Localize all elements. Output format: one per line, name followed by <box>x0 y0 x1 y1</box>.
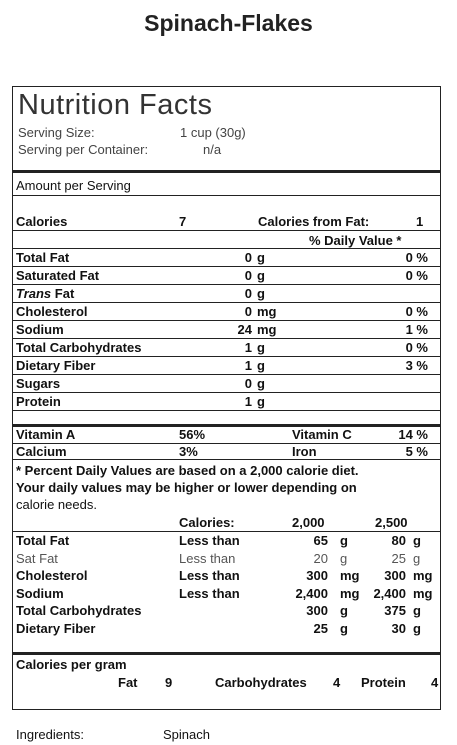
dv-row-unit-2500: g <box>413 620 421 636</box>
nutrient-unit: mg <box>257 304 277 319</box>
nutrient-amount: 1 <box>244 340 252 355</box>
divider <box>12 356 441 357</box>
calories-from-fat-label: Calories from Fat: <box>258 214 370 229</box>
dv-row-unit-2000: g <box>340 620 348 636</box>
divider <box>12 284 441 285</box>
dv-row-value-2000: 300 <box>306 603 328 618</box>
nutrient-amount: 1 <box>244 358 252 373</box>
dv-row-unit-2500: mg <box>413 568 433 583</box>
nutrient-daily-value: 1 % <box>405 322 428 337</box>
vitamin-name: Vitamin A <box>16 427 76 442</box>
nutrient-name <box>16 286 74 301</box>
nutrient-amount: 0 <box>244 286 252 301</box>
nutrient-name: Sugars <box>16 376 61 391</box>
nutrient-unit: g <box>257 250 265 265</box>
nutrient-name: Total Fat <box>16 250 70 265</box>
nutrient-amount: 24 <box>237 322 252 337</box>
nutrient-unit: g <box>257 358 265 373</box>
dv-row-qualifier: Less than <box>179 533 240 548</box>
nutrient-amount: 0 <box>244 376 252 391</box>
dv-row-value-2500: 30 <box>391 620 406 636</box>
cpg-protein-label: Protein <box>361 675 406 690</box>
divider <box>12 195 441 196</box>
dv-table-header-label: Calories: <box>179 515 235 530</box>
dv-row-unit-2000: g <box>340 603 348 618</box>
dv-row-qualifier: Less than <box>179 550 236 566</box>
divider <box>12 374 441 375</box>
nutrient-unit: mg <box>257 322 277 337</box>
servings-per-container-label: Serving per Container: <box>18 142 149 157</box>
nutrient-name: Dietary Fiber <box>16 358 96 373</box>
nutrient-name: Saturated Fat <box>16 268 100 283</box>
dv-row-unit-2500: g <box>413 533 421 548</box>
footnote-line-1: * Percent Daily Values are based on a 2,000 calorie diet. <box>16 463 359 478</box>
nutrition-facts-heading: Nutrition Facts <box>18 89 213 121</box>
nutrient-name-italic: Trans <box>16 286 52 301</box>
nutrient-unit: g <box>257 268 265 283</box>
dv-row-unit-2000: mg <box>340 585 360 601</box>
nutrient-name: Sodium <box>16 322 64 337</box>
divider <box>12 320 441 321</box>
cpg-fat-label: Fat <box>118 675 138 690</box>
nutrient-daily-value: 0 % <box>405 250 428 265</box>
divider <box>12 230 441 231</box>
divider <box>12 531 441 532</box>
mineral-name: Vitamin C <box>292 427 352 442</box>
cpg-carb-label: Carbohydrates <box>215 675 307 690</box>
nutrient-name: Protein <box>16 394 61 409</box>
ingredients-label: Ingredients: <box>16 727 84 742</box>
dv-table-header-2500: 2,500 <box>375 515 408 530</box>
nutrient-amount: 0 <box>244 268 252 283</box>
divider <box>12 338 441 339</box>
dv-row-unit-2500: g <box>413 603 421 618</box>
daily-value-header: % Daily Value * <box>309 233 402 248</box>
vitamin-value: 3% <box>179 444 198 459</box>
dv-row-qualifier: Less than <box>179 568 240 583</box>
nutrient-name: Cholesterol <box>16 304 88 319</box>
vitamin-value: 56% <box>179 427 206 442</box>
nutrient-unit: g <box>257 286 265 301</box>
calories-from-fat-value: 1 <box>416 214 424 229</box>
dv-row-unit-2000: mg <box>340 568 360 583</box>
divider <box>12 248 441 249</box>
dv-row-value-2500: 25 <box>391 550 406 566</box>
footnote-line-3: calorie needs. <box>16 497 97 512</box>
nutrient-name: Total Carbohydrates <box>16 340 142 355</box>
dv-row-name: Dietary Fiber <box>16 620 96 636</box>
mineral-value: 14 % <box>398 427 428 442</box>
cpg-carb-value: 4 <box>333 675 341 690</box>
nutrient-daily-value: 3 % <box>405 358 428 373</box>
dv-row-value-2500: 80 <box>391 533 406 548</box>
nutrient-unit: g <box>257 340 265 355</box>
divider <box>12 459 441 460</box>
dv-row-unit-2500: mg <box>413 585 433 601</box>
dv-row-name: Total Carbohydrates <box>16 603 142 618</box>
cpg-protein-value: 4 <box>431 675 439 690</box>
nutrient-amount: 1 <box>244 394 252 409</box>
cpg-fat-value: 9 <box>165 675 173 690</box>
amount-per-serving: Amount per Serving <box>16 178 131 193</box>
dv-row-value-2000: 20 <box>313 550 328 566</box>
dv-row-name: Sodium <box>16 585 64 601</box>
footnote-line-2: Your daily values may be higher or lower depending on <box>16 480 357 495</box>
vitamin-name: Calcium <box>16 444 67 459</box>
dv-row-name: Sat Fat <box>16 550 58 566</box>
serving-size-label: Serving Size: <box>18 125 95 140</box>
dv-row-name: Total Fat <box>16 533 70 548</box>
dv-row-value-2000: 25 <box>313 620 328 636</box>
nutrient-daily-value: 0 % <box>405 268 428 283</box>
divider <box>12 266 441 267</box>
nutrient-unit: g <box>257 394 265 409</box>
divider-thick <box>12 170 441 173</box>
mineral-name: Iron <box>292 444 317 459</box>
ingredients-value: Spinach <box>163 727 210 742</box>
divider <box>12 302 441 303</box>
dv-row-value-2500: 300 <box>384 568 406 583</box>
dv-row-unit-2500: g <box>413 550 421 566</box>
dv-row-unit-2000: g <box>340 533 348 548</box>
calories-label: Calories <box>16 214 68 229</box>
servings-per-container-value: n/a <box>203 142 222 157</box>
nutrient-unit: g <box>257 376 265 391</box>
dv-row-name: Cholesterol <box>16 568 88 583</box>
dv-row-unit-2000: g <box>340 550 348 566</box>
serving-size-value: 1 cup (30g) <box>180 125 246 140</box>
product-title: Spinach-Flakes <box>144 10 313 36</box>
mineral-value: 5 % <box>405 444 428 459</box>
dv-row-value-2000: 300 <box>306 568 328 583</box>
divider <box>12 410 441 411</box>
nutrient-amount: 0 <box>244 250 252 265</box>
nutrient-daily-value: 0 % <box>405 304 428 319</box>
calories-value: 7 <box>179 214 187 229</box>
divider <box>12 392 441 393</box>
dv-row-value-2500: 375 <box>384 603 406 618</box>
calories-per-gram-label: Calories per gram <box>16 657 127 672</box>
dv-row-value-2500: 2,400 <box>373 585 406 601</box>
nutrient-name-rest: Fat <box>54 286 75 301</box>
divider-thick <box>12 652 441 655</box>
nutrient-daily-value: 0 % <box>405 340 428 355</box>
dv-row-value-2000: 2,400 <box>295 585 328 601</box>
dv-row-qualifier: Less than <box>179 585 240 601</box>
dv-table-header-2000: 2,000 <box>292 515 325 530</box>
nutrient-amount: 0 <box>244 304 252 319</box>
dv-row-value-2000: 65 <box>313 533 328 548</box>
